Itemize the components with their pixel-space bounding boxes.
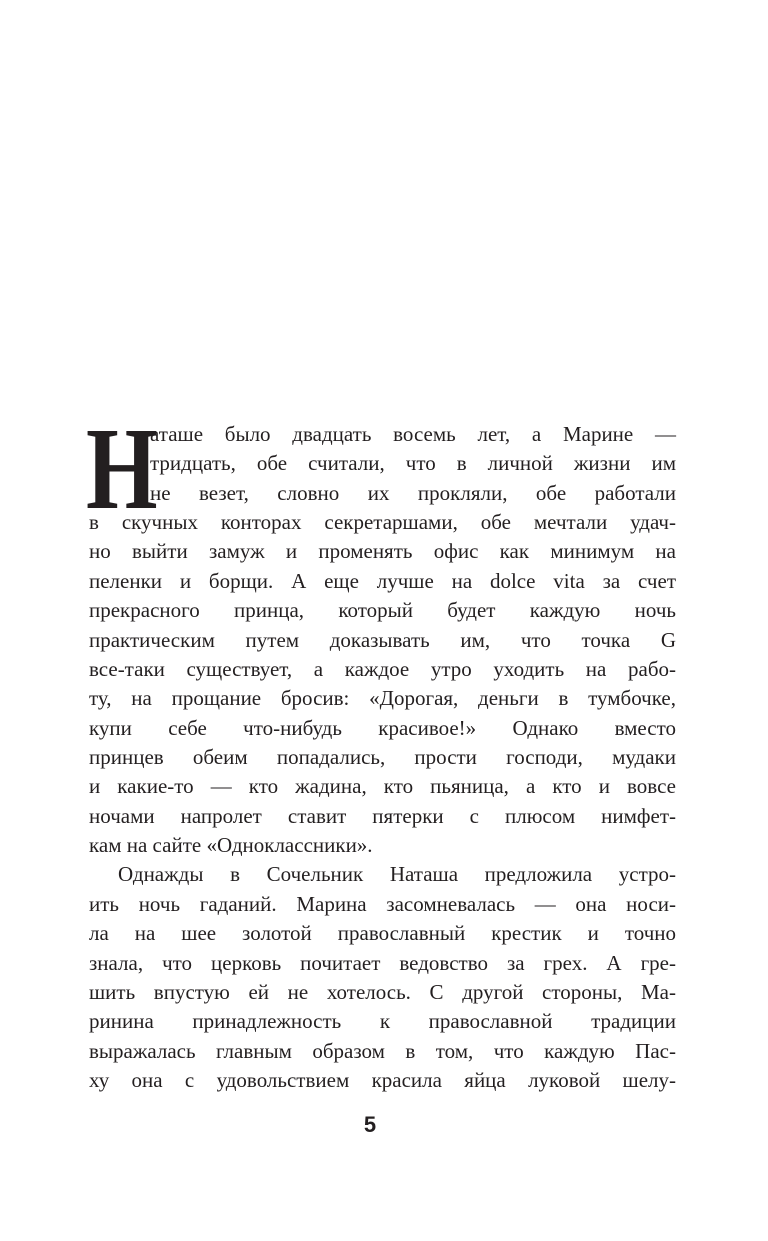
text-line: аташе было двадцать восемь лет, а Марине — <box>150 422 676 446</box>
text-line: кам на сайте «Одноклассники». <box>89 833 373 858</box>
text-line: шить впустую ей не хотелось. С другой стороны, Ма- <box>89 979 676 1004</box>
text-line: ху она с удовольствием красила яйца луковой шелу- <box>89 1068 676 1092</box>
text-line: знала, что церковь почитает ведовство за грех. А гре- <box>89 950 676 975</box>
text-line: ла на шее золотой православный крестик и точно <box>89 921 676 946</box>
text-line: и какие-то — кто жадина, кто пьяница, а кто и вовсе <box>89 774 676 799</box>
text-line: но выйти замуж и променять офис как минимум на <box>89 539 676 564</box>
text-line: все-таки существует, а каждое утро уходить на рабо- <box>89 656 676 681</box>
text-line: выражалась главным образом в том, что каждую Пас- <box>89 1038 676 1063</box>
text-line: ить ночь гаданий. Марина засомневалась — она носи- <box>89 891 676 916</box>
text-line: ночами напролет ставит пятерки с плюсом нимфет- <box>89 803 676 828</box>
text-line: прекрасного принца, который будет каждую ночь <box>89 598 676 623</box>
text-line: пеленки и борщи. А еще лучше на dolce vita за счет <box>89 568 676 593</box>
text-line: тридцать, обе считали, что в личной жизни им <box>150 451 676 476</box>
text-line: принцев обеим попадались, прости господи, мудаки <box>89 745 676 769</box>
text-line: практическим путем доказывать им, что точка G <box>89 627 676 652</box>
drop-cap: Н <box>86 403 158 534</box>
text-line: ринина принадлежность к православной традиции <box>89 1009 676 1034</box>
text-line: не везет, словно их прокляли, обе работали <box>150 480 676 505</box>
text-line: в скучных конторах секретаршами, обе мечтали удач- <box>89 510 676 535</box>
text-line: купи себе что-нибудь красивое!» Однако вместо <box>89 715 676 740</box>
text-line: ту, на прощание бросив: «Дорогая, деньги в тумбочке, <box>89 686 676 711</box>
text-line: Однажды в Сочельник Наташа предложила устро- <box>118 862 676 887</box>
page-number: 5 <box>363 1112 377 1137</box>
